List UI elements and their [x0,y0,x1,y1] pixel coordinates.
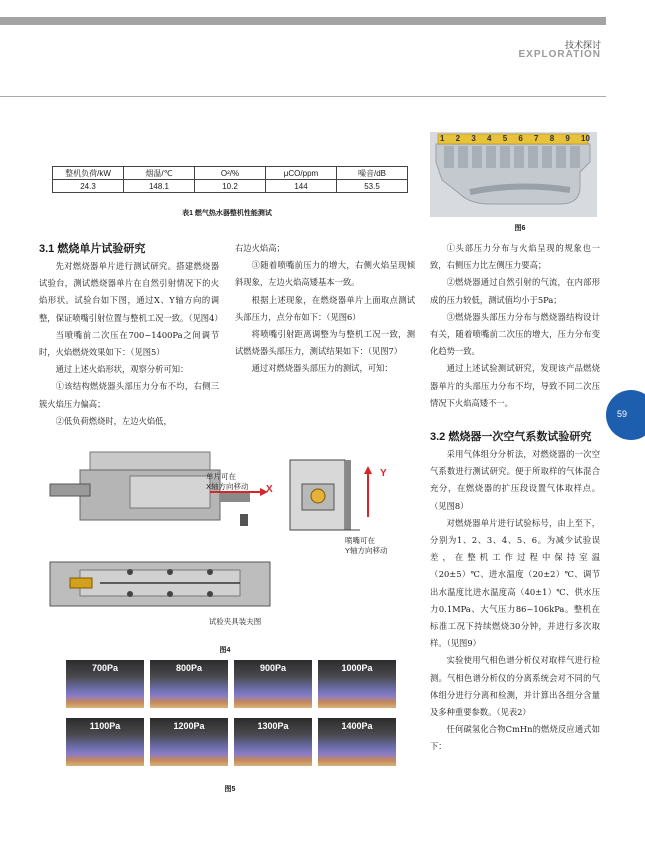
figure-6 [430,132,597,217]
figure-5 [66,660,408,775]
y-axis-label: Y [380,468,387,479]
pressure-label: 700Pa [91,663,119,673]
point-label: 7 [534,134,539,143]
paragraph: 右边火焰高； [235,243,285,253]
table-cell: 144 [266,180,337,193]
point-label: 6 [518,134,523,143]
pressure-label: 1000Pa [341,663,373,673]
paragraph: 先对燃烧器单片进行测试研究。搭建燃烧器试验台，测试燃烧器单片在自然引射情况下的火焰形状。试验台如下图，通过X、Y轴方向的调整，保证喷嘴引射位置与整机工况一致。（见图4） [39,261,223,323]
paragraph: ①头部压力分布与火焰呈现的规象也一致，右侧压力比左侧压力要高； [430,243,600,271]
paragraph: ③燃烧器头部压力分布与燃烧器结构设计有关，随着喷嘴前二次压的增大，压力分布变化趋势一致。 [430,311,600,357]
table-cell: 148.1 [124,180,195,193]
top-bar [0,17,606,25]
table-header-cell: μCO/ppm [266,167,337,180]
table-1-caption: 表1 燃气热水器整机性能测试 [182,210,272,217]
point-label: 2 [455,134,461,143]
flame-photo [150,660,228,708]
point-label: 3 [471,134,476,143]
pressure-label: 1200Pa [173,721,205,731]
section-category-en: EXPLORATION [518,49,601,60]
pressure-label: 1300Pa [257,721,289,731]
paragraph: 将喷嘴引射距离调整为与整机工况一致，测试燃烧器头部压力，测试结果如下：（见图7） [235,329,415,357]
paragraph: ①该结构燃烧器头部压力分布不均，右侧三簇火焰压力偏高； [39,381,219,409]
table-header-cell: 烟温/℃ [124,167,195,180]
section-3-1 [39,240,223,430]
burner-diagram [430,132,597,217]
point-label: 9 [565,134,570,143]
paragraph: 根据上述现象，在燃烧器单片上面取点测试头部压力，点分布如下：（见图6） [235,294,415,322]
figure-5-caption: 图5 [224,786,236,793]
x-axis-note: 单片可在 X轴方向移动 [206,472,249,491]
paragraph: 任何碳氢化合物CmHn的燃烧反应通式如下： [430,724,600,752]
paragraph: ②燃烧器通过自然引射的气流，在内部形成的压力较低，测试值均小于5Pa； [430,277,600,305]
section-3-2-body [430,446,600,756]
flame-photo [318,718,396,766]
header-rule [0,96,606,97]
flame-photo [66,718,144,766]
page-number: 59 [617,409,628,419]
paragraph: 对燃烧器单片进行试验标号，由上至下，分别为1、2、3、4、5、6。为减少试验误差，在整机工作过程中保持室温（20±5）℃、进水温度（20±2）℃、调节出水温度比进水温度高（40±1）℃、供水压力0.1MPa、大气压力86~106kPa。整机在标准工况下持续燃烧30分钟，并进行多次取样。（见图9） [430,517,600,649]
figure-4-caption: 图4 [219,647,231,654]
paragraph: 通过上述试验测试研究，发现该产品燃烧器单片的头部压力分布不均，导致不同二次压情况下火焰高矮不一。 [430,363,600,408]
flame-photo [150,718,228,766]
paragraph: 实验使用气相色谱分析仪对取样气进行检测。气相色谱分析仪的分离系统会对不同的气体组分进行分离和检测，并计算出各组分含量及多种重要参数。（见表2） [430,655,600,718]
table-cell: 53.5 [337,180,408,193]
paragraph: 当喷嘴前二次压在700~1400Pa之间调节时，火焰燃烧效果如下：（见图5） [39,329,219,358]
table-header-cell: O²/% [195,167,266,180]
figure-4-subcaption: 试验夹具装夫图 [208,617,262,626]
point-label: 1 [440,134,445,143]
column-3 [430,240,600,412]
section-3-1-col2 [235,240,415,378]
pressure-label: 1400Pa [341,721,373,731]
table-header-row [53,167,408,180]
pressure-label: 900Pa [259,663,287,673]
figure-6-points [440,134,590,144]
flame-photo [66,660,144,708]
paragraph: 通过上述火焰形状，观察分析可知： [55,364,189,375]
flame-photo [234,660,312,708]
paragraph: ③随着喷嘴前压力的增大，右侧火焰呈现倾斜现象，左边火焰高矮基本一致。 [235,260,415,288]
section-3-1-col1 [39,258,223,430]
figure-6-caption: 图6 [514,225,526,232]
x-axis-label: X [266,484,273,495]
table-cell: 24.3 [53,180,124,193]
paragraph: ②低负荷燃烧时，左边火焰低， [55,415,172,426]
table-cell: 10.2 [195,180,266,193]
point-label: 4 [487,134,492,143]
table-header-cell: 整机负荷/kW [53,167,124,180]
section-3-1-title: 3.1 燃烧单片试验研究 [39,243,146,255]
flame-photo [318,660,396,708]
section-3-2 [430,428,600,756]
section-category: 技术探讨 [564,40,601,50]
pressure-label: 800Pa [175,663,203,673]
page-number-tab [606,390,645,440]
paragraph: 通过对燃烧器头部压力的测试，可知： [251,363,393,374]
table-row [53,180,408,193]
point-label: 10 [581,134,590,143]
section-3-2-title: 3.2 燃烧器一次空气系数试验研究 [430,431,592,443]
y-axis-note: 喷嘴可在 Y轴方向移动 [345,536,388,555]
point-label: 8 [549,134,555,143]
figure-4 [40,432,420,642]
paragraph: 采用气体组分分析法，对燃烧器的一次空气系数进行测试研究。便于所取样的气体混合充分，在燃烧器的扩压段设置气体取样点。（见图8） [430,449,600,511]
table-header-cell: 噪音/dB [337,167,408,180]
point-label: 5 [502,134,508,143]
flame-photo [234,718,312,766]
pressure-label: 1100Pa [89,721,121,731]
table-1 [52,166,408,193]
